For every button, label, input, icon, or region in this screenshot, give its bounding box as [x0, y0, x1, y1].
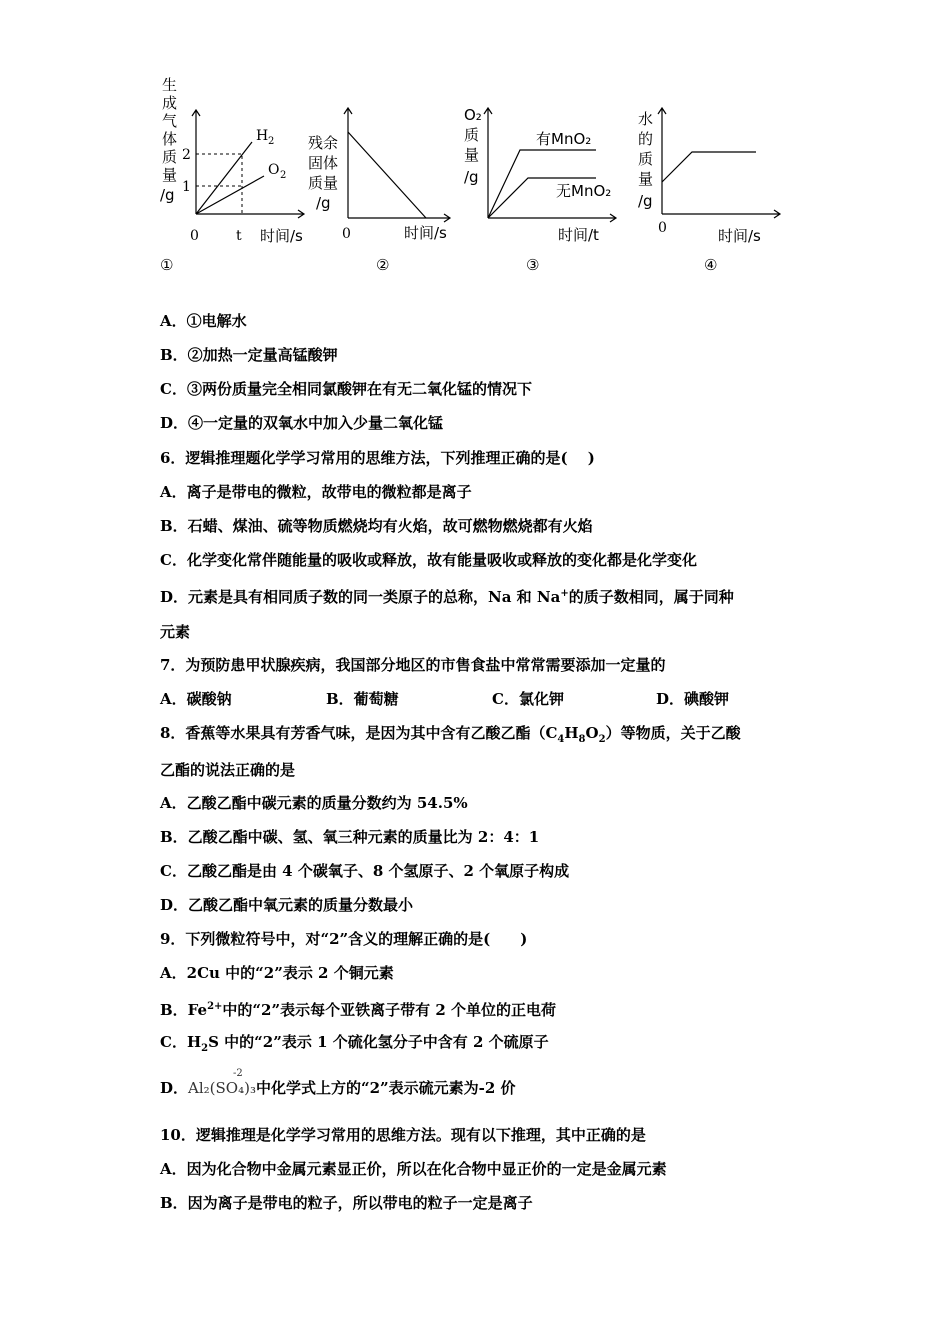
q6-d-sup: + — [560, 588, 569, 599]
g1-ylabel-0: 生 — [162, 76, 178, 94]
g1-h2-sub: 2 — [268, 136, 275, 147]
q8-o: O — [585, 724, 599, 742]
g2-ylabel-2: 质量 — [308, 174, 339, 192]
g1-ylabel-4: 质 — [162, 148, 178, 166]
g4-ylabel-2: 质 — [638, 150, 654, 168]
g4-ylabel-3: 量 — [638, 170, 654, 188]
g1-o2-label: O — [268, 162, 280, 178]
q9-b-pre: B．Fe — [160, 1001, 208, 1019]
g3-x-axis — [488, 214, 616, 222]
g1-x-axis — [196, 210, 304, 218]
q8-stem-part1: 8．香蕉等水果具有芳香气味，是因为其中含有乙酸乙酯（C — [160, 724, 558, 742]
g1-t-label: t — [236, 228, 242, 244]
g4-line — [662, 152, 756, 182]
g2-ylabel-0: 残余 — [308, 134, 339, 152]
q5-option-d: D．④一定量的双氧水中加入少量二氧化锰 — [160, 414, 444, 432]
graph-1 — [160, 76, 304, 274]
q6-option-d-cont: 元素 — [160, 623, 191, 641]
q8-option-b: B．乙酸乙酯中碳、氢、氧三种元素的质量比为 2：4：1 — [160, 828, 540, 846]
g1-origin: 0 — [190, 228, 199, 244]
q10-stem: 10．逻辑推理是化学学习常用的思维方法。现有以下推理，其中正确的是 — [160, 1126, 646, 1144]
q5-option-b: B．②加热一定量高锰酸钾 — [160, 346, 338, 364]
g1-h2-line — [196, 142, 252, 214]
q7-option-b: B．葡萄糖 — [326, 690, 399, 708]
q9-d-post: 中化学式上方的“2”表示硫元素为-2 价 — [255, 1079, 516, 1097]
g2-origin: 0 — [342, 226, 351, 242]
graph-4 — [638, 108, 780, 274]
g1-ylabel-1: 成 — [162, 94, 178, 112]
figure-graphs — [150, 72, 790, 282]
q5-option-a: A．①电解水 — [160, 312, 247, 330]
g2-caption: ② — [376, 256, 390, 274]
g1-ylabel-6: /g — [160, 186, 175, 204]
q6-option-b: B．石蜡、煤油、硫等物质燃烧均有火焰，故可燃物燃烧都有火焰 — [160, 517, 593, 535]
g1-ylabel-5: 量 — [162, 166, 178, 184]
q6-stem: 6．逻辑推理题化学学习常用的思维方法，下列推理正确的是( ) — [160, 449, 595, 467]
g1-caption: ① — [160, 256, 174, 274]
g1-ylabel-3: 体 — [162, 130, 178, 148]
q9-stem: 9．下列微粒符号中，对“2”含义的理解正确的是( ) — [160, 930, 528, 948]
q8-sub-4: 4 — [557, 734, 565, 745]
q8-h: H — [564, 724, 579, 742]
g1-ylabel-2: 气 — [162, 112, 178, 130]
q9-d-oxidation-state: -2 — [233, 1068, 243, 1079]
q10-option-b: B．因为离子是带电的粒子，所以带电的粒子一定是离子 — [160, 1194, 533, 1212]
q7-option-d: D．碘酸钾 — [656, 690, 730, 708]
q6-d-part2: 的质子数相同，属于同种 — [568, 588, 734, 606]
q7-stem: 7．为预防患甲状腺疾病，我国部分地区的市售食盐中常常需要添加一定量的 — [160, 656, 666, 674]
g4-y-axis — [658, 108, 666, 214]
graph-3 — [464, 106, 616, 274]
g2-x-axis — [348, 214, 450, 222]
q9-d-formula-wrap — [188, 1068, 256, 1098]
q8-option-a: A．乙酸乙酯中碳元素的质量分数约为 54.5% — [160, 794, 468, 812]
q9-c-post: S 中的“2”表示 1 个硫化氢分子中含有 2 个硫原子 — [208, 1033, 549, 1051]
q9-option-c — [160, 1032, 549, 1059]
g3-ylabel-3: /g — [464, 168, 479, 186]
g3-xlabel: 时间/t — [558, 226, 599, 244]
g4-x-axis — [662, 210, 780, 218]
g2-line — [348, 132, 426, 218]
q9-option-b — [160, 997, 556, 1020]
g1-xlabel: 时间/s — [260, 227, 303, 245]
q9-c-pre: C．H — [160, 1033, 202, 1051]
q8-stem-part2: ）等物质，关于乙酸 — [605, 724, 741, 742]
q8-option-d: D．乙酸乙酯中氧元素的质量分数最小 — [160, 896, 414, 914]
g2-ylabel-1: 固体 — [308, 154, 339, 172]
q6-option-a: A．离子是带电的微粒，故带电的微粒都是离子 — [160, 483, 472, 501]
q6-option-d — [160, 584, 734, 607]
q6-option-c: C．化学变化常伴随能量的吸收或释放，故有能量吸收或释放的变化都是化学变化 — [160, 551, 697, 569]
g4-caption: ④ — [704, 256, 718, 274]
q9-b-sup: 2+ — [207, 1001, 223, 1012]
q7-option-a: A．碳酸钠 — [160, 690, 232, 708]
g3-ylabel-1: 质 — [464, 126, 480, 144]
g4-ylabel-1: 的 — [638, 130, 654, 148]
q7-option-c: C．氯化钾 — [492, 690, 564, 708]
q8-stem — [160, 723, 741, 750]
g1-tick-2: 2 — [182, 147, 191, 163]
g3-without-label: 无MnO₂ — [556, 182, 612, 200]
g1-tick-1: 1 — [182, 179, 191, 195]
g1-o2-line — [196, 176, 264, 214]
g4-xlabel: 时间/s — [718, 227, 761, 245]
g2-ylabel-3: /g — [316, 194, 331, 212]
q9-d-formula: Al₂(SO₄)₃ — [188, 1079, 256, 1097]
q10-option-a: A．因为化合物中金属元素显正价，所以在化合物中显正价的一定是金属元素 — [160, 1160, 667, 1178]
q8-stem-cont: 乙酯的说法正确的是 — [160, 761, 296, 779]
q5-option-c: C．③两份质量完全相同氯酸钾在有无二氧化锰的情况下 — [160, 380, 532, 398]
g1-y-axis — [192, 110, 200, 214]
g3-with-label: 有MnO₂ — [536, 130, 592, 148]
q9-b-post: 中的“2”表示每个亚铁离子带有 2 个单位的正电荷 — [222, 1001, 556, 1019]
g3-y-axis — [484, 108, 492, 218]
q9-d-pre: D． — [160, 1079, 189, 1097]
g3-ylabel-2: 量 — [464, 146, 480, 164]
g2-y-axis — [344, 108, 352, 218]
g3-caption: ③ — [526, 256, 540, 274]
q9-c-sub: 2 — [201, 1043, 209, 1054]
q6-d-part1: D．元素是具有相同质子数的同一类原子的总称，Na 和 Na — [160, 588, 561, 606]
q9-option-a: A．2Cu 中的“2”表示 2 个铜元素 — [160, 964, 394, 982]
g4-origin: 0 — [658, 220, 667, 236]
g1-o2-sub: 2 — [280, 170, 287, 181]
q8-option-c: C．乙酸乙酯是由 4 个碳氧子、8 个氢原子、2 个氧原子构成 — [160, 862, 570, 880]
q8-sub-2: 2 — [598, 734, 606, 745]
g4-ylabel-0: 水 — [638, 110, 654, 128]
graph-2 — [308, 108, 450, 274]
q9-option-d — [160, 1068, 516, 1098]
g2-xlabel: 时间/s — [404, 224, 447, 242]
graphs-svg — [150, 72, 790, 282]
g4-ylabel-4: /g — [638, 192, 653, 210]
g1-h2-label: H — [256, 128, 269, 144]
q8-sub-8: 8 — [578, 734, 586, 745]
g3-ylabel-0: O₂ — [464, 106, 482, 124]
